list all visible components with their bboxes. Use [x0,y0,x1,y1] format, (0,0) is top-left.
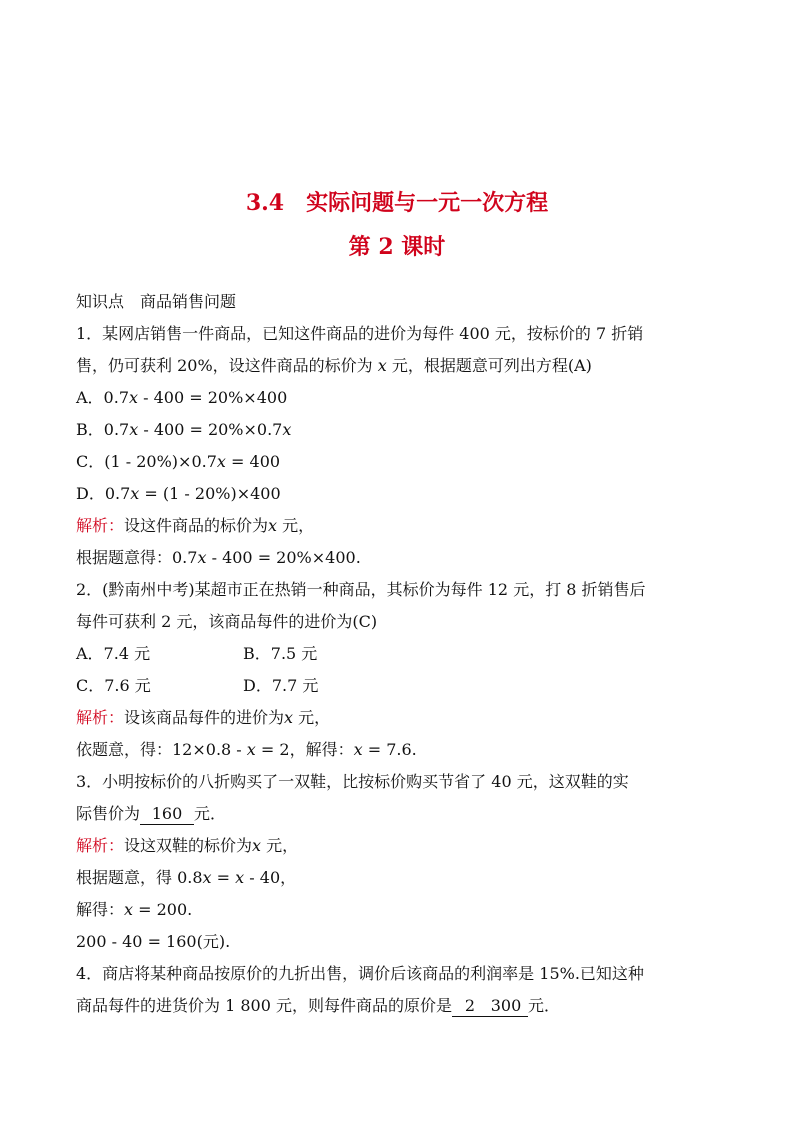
q2-solution: 依题意，得：12×0.8 - x = 2，解得：x = 7.6. [76,740,417,759]
q2-option-a: A．7.4 元 [76,644,151,663]
q1-option-d: D．0.7x = (1 - 20%)×400 [76,484,281,503]
q4-stem-line2: 商品每件的进货价为 1 800 元，则每件商品的原价是 2 300 元． [76,996,560,1015]
q4-stem-line1: 4．商店将某种商品按原价的九折出售，调价后该商品的利润率是 15%.已知这种 [76,964,644,983]
q2-options-ab [76,638,722,670]
lesson-title [0,186,794,217]
q2-stem-line1: 2．(黔南州中考)某超市正在热销一种商品，其标价为每件 12 元，打 8 折销售后 [76,580,646,599]
q3-answer-blank: 160 [140,804,194,825]
q2-option-d: D．7.7 元 [243,676,319,695]
q3-equation: 根据题意，得 0.8x = x - 40， [76,868,297,887]
q1-stem-line2: 售，仍可获利 20%，设这件商品的标价为 x 元，根据题意可列出方程(A) [76,356,592,375]
lesson-subtitle: 第 2 课时 [348,234,446,260]
q1-option-a: A．0.7x - 400 = 20%×400 [76,388,288,407]
q2-stem-line2: 每件可获利 2 元，该商品每件的进价为(C) [76,612,378,631]
analysis-label: 解析： [76,516,125,535]
q1-option-c: C．(1 - 20%)×0.7x = 400 [76,452,281,471]
q3-stem-line1: 3．小明按标价的八折购买了一双鞋，比按标价购买节省了 40 元，这双鞋的实 [76,772,629,791]
q1-solution: 根据题意得：0.7x - 400 = 20%×400. [76,548,361,567]
q2-options-cd [76,670,722,702]
q1-analysis: 解析：设这件商品的标价为x 元， [76,516,315,535]
q3-analysis: 解析：设这双鞋的标价为x 元， [76,836,299,855]
lesson-number: 3.4 [245,190,285,216]
q1-option-b: B．0.7x - 400 = 20%×0.7x [76,420,292,439]
lesson-main-title: 实际问题与一元一次方程 [306,190,549,216]
section-heading: 知识点 商品销售问题 [76,292,237,311]
q2-option-b: B．7.5 元 [243,644,318,663]
analysis-label: 解析： [76,836,125,855]
q3-solution: 解得：x = 200. [76,900,193,919]
analysis-label: 解析： [76,708,125,727]
q4-answer-blank: 2 300 [452,996,528,1017]
q3-stem-line2: 际售价为 160 元． [76,804,227,823]
q1-stem-line1: 1．某网店销售一件商品，已知这件商品的进价为每件 400 元，按标价的 7 折销 [76,324,644,343]
q3-final: 200 - 40 = 160(元). [76,932,231,951]
q2-option-c: C．7.6 元 [76,676,151,695]
content [76,286,722,1022]
q2-analysis: 解析：设该商品每件的进价为x 元， [76,708,331,727]
